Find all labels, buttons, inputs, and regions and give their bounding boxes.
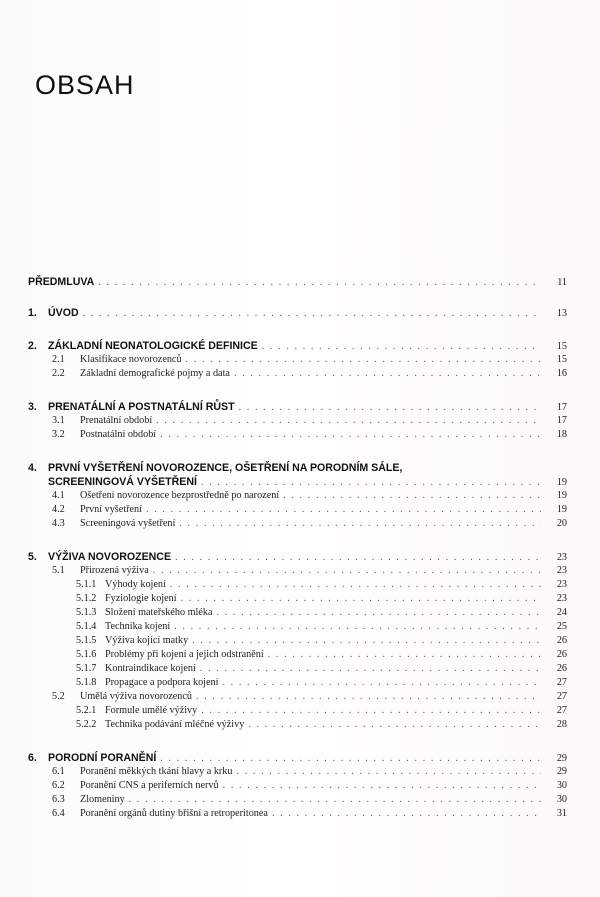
dot-leader	[146, 503, 541, 517]
toc-entry-title: PŘEDMLUVA	[28, 276, 95, 288]
toc-entry-title: Prenatální období	[80, 415, 153, 426]
section-gap	[28, 289, 567, 306]
dot-leader	[239, 401, 541, 415]
dot-leader	[262, 340, 541, 354]
toc-entry[interactable]	[28, 765, 567, 779]
toc-entry-title: Klasifikace novorozenců	[80, 354, 182, 365]
toc-entry[interactable]	[28, 634, 567, 648]
toc-entry[interactable]	[28, 662, 567, 676]
section-gap	[28, 381, 567, 400]
toc-entry-title: Zlomeniny	[80, 794, 125, 805]
dot-leader	[98, 276, 541, 290]
section-gap	[28, 732, 567, 751]
toc-entry-title: PORODNÍ PORANĚNÍ	[48, 752, 157, 764]
toc-entry-title: Základní demografické pojmy a data	[80, 368, 230, 379]
dot-leader	[156, 414, 541, 428]
section-gap	[28, 531, 567, 550]
toc-entry-page: 17	[556, 415, 567, 426]
dot-leader	[129, 793, 541, 807]
toc-entry-title: Poranění měkkých tkání hlavy a krku	[80, 766, 233, 777]
dot-leader	[217, 606, 541, 620]
toc-entry-title: Propagace a podpora kojení	[105, 677, 219, 688]
toc-entry-page: 25	[556, 621, 567, 632]
toc-entry[interactable]	[28, 751, 567, 765]
toc-entry-number: 6.2	[52, 780, 65, 791]
toc-entry-title: PRVNÍ VYŠETŘENÍ NOVOROZENCE, OŠETŘENÍ NA PORODNÍM SÁLE,	[48, 462, 403, 474]
dot-leader	[283, 489, 541, 503]
dot-leader	[201, 476, 541, 490]
toc-entry-page: 29	[556, 766, 567, 777]
toc-entry-number: 5.1.7	[76, 663, 97, 674]
dot-leader	[153, 564, 541, 578]
toc-entry-page: 19	[556, 504, 567, 515]
toc-entry-page: 26	[556, 663, 567, 674]
toc-entry-page: 16	[556, 368, 567, 379]
toc-entry-page: 23	[556, 593, 567, 604]
dot-leader	[179, 517, 541, 531]
toc-entry-page: 23	[556, 552, 567, 563]
toc-entry-page: 19	[556, 490, 567, 501]
toc-entry-page: 19	[556, 477, 567, 488]
toc-entry-number: 3.1	[52, 415, 65, 426]
dot-leader	[175, 551, 541, 565]
toc-entry-title: První vyšetření	[80, 504, 142, 515]
toc-entry-title: ZÁKLADNÍ NEONATOLOGICKÉ DEFINICE	[48, 340, 258, 352]
toc-entry[interactable]	[28, 353, 567, 367]
toc-entry[interactable]	[28, 704, 567, 718]
toc-entry[interactable]	[28, 489, 567, 503]
toc-entry-number: 2.2	[52, 368, 65, 379]
toc-entry-title: Fyziologie kojení	[105, 593, 177, 604]
toc-entry-page: 27	[556, 691, 567, 702]
dot-leader	[83, 307, 541, 321]
toc-entry-number: 2.	[28, 340, 37, 352]
toc-entry-title: Technika podávání mléčné výživy	[105, 719, 245, 730]
toc-entry[interactable]	[28, 503, 567, 517]
toc-entry-number: 1.	[28, 307, 37, 319]
toc-entry-number: 6.	[28, 752, 37, 764]
toc-entry-title: Složení mateřského mléka	[105, 607, 213, 618]
toc-entry-page: 17	[556, 402, 567, 413]
toc-entry-number: 5.1.8	[76, 677, 97, 688]
toc-entry-page: 27	[556, 677, 567, 688]
toc-entry-title: Problémy při kojení a jejich odstranění	[105, 649, 264, 660]
toc-entry-title: Screeningová vyšetření	[80, 518, 176, 529]
toc-entry[interactable]	[28, 807, 567, 821]
toc-entry-title: SCREENINGOVÁ VYŠETŘENÍ	[48, 476, 197, 488]
toc-entry[interactable]	[28, 606, 567, 620]
toc-entry[interactable]	[28, 690, 567, 704]
toc-entry-number: 5.1.5	[76, 635, 97, 646]
toc-entry-title: Výživa kojící matky	[105, 635, 189, 646]
toc-entry-number: 5.2.2	[76, 719, 97, 730]
dot-leader	[170, 578, 541, 592]
toc-entry-title: Výhody kojení	[105, 579, 166, 590]
toc-entry[interactable]	[28, 648, 567, 662]
toc-entry[interactable]	[28, 779, 567, 793]
toc-entry-title: Poranění CNS a periferních nervů	[80, 780, 219, 791]
toc-entry[interactable]	[28, 339, 567, 353]
toc-entry-page: 20	[556, 518, 567, 529]
dot-leader	[160, 752, 541, 766]
toc-entry-number: 3.2	[52, 429, 65, 440]
toc-entry-page: 15	[556, 354, 567, 365]
toc-entry-number: 4.1	[52, 490, 65, 501]
toc-entry-title: Ošetření novorozence bezprostředně po narození	[80, 490, 280, 501]
dot-leader	[181, 592, 541, 606]
toc-entry[interactable]	[28, 475, 567, 489]
toc-entry[interactable]	[28, 306, 567, 320]
toc-entry-number: 4.	[28, 462, 37, 474]
toc-entry-number: 4.3	[52, 518, 65, 529]
dot-leader	[234, 367, 541, 381]
toc-entry[interactable]	[28, 517, 567, 531]
dot-leader	[192, 634, 541, 648]
toc-entry-page: 13	[556, 308, 567, 319]
toc-entry-page: 15	[556, 341, 567, 352]
toc-entry-title: Přirozená výživa	[80, 565, 149, 576]
toc-entry[interactable]	[28, 592, 567, 606]
toc-entry-title: Kontraindikace kojení	[105, 663, 196, 674]
toc-entry-page: 29	[556, 753, 567, 764]
toc-entry-page: 28	[556, 719, 567, 730]
toc-entry[interactable]	[28, 564, 567, 578]
toc-entry-page: 30	[556, 780, 567, 791]
toc-entry[interactable]	[28, 367, 567, 381]
toc-entry-number: 6.4	[52, 808, 65, 819]
toc-entry-page: 23	[556, 565, 567, 576]
toc-entry-page: 23	[556, 579, 567, 590]
toc-entry-title: Formule umělé výživy	[105, 705, 198, 716]
toc-entry-title: VÝŽIVA NOVOROZENCE	[48, 551, 172, 563]
toc-entry[interactable]	[28, 428, 567, 442]
toc-entry-number: 5.2.1	[76, 705, 97, 716]
toc-entry-title: Technika kojení	[105, 621, 171, 632]
toc-entry-page: 11	[557, 277, 567, 288]
toc-entry-number: 5.2	[52, 691, 65, 702]
toc-entry[interactable]	[28, 718, 567, 732]
toc-entry[interactable]	[28, 620, 567, 634]
toc-entry-page: 26	[556, 635, 567, 646]
toc-entry[interactable]	[28, 461, 567, 475]
section-gap	[28, 442, 567, 461]
dot-leader	[222, 676, 541, 690]
page-title: OBSAH	[35, 70, 135, 101]
dot-leader	[248, 718, 541, 732]
toc-entry[interactable]	[28, 550, 567, 564]
toc-entry[interactable]	[28, 578, 567, 592]
toc-entry[interactable]	[28, 793, 567, 807]
toc-entry-number: 5.1.1	[76, 579, 97, 590]
toc-entry-page: 18	[556, 429, 567, 440]
toc-entry-number: 2.1	[52, 354, 65, 365]
toc-entry-number: 4.2	[52, 504, 65, 515]
toc-entry[interactable]	[28, 400, 567, 414]
toc-entry-number: 6.1	[52, 766, 65, 777]
dot-leader	[200, 662, 541, 676]
dot-leader	[186, 353, 541, 367]
toc-entry-number: 5.1.6	[76, 649, 97, 660]
toc-entry-title: ÚVOD	[48, 307, 79, 319]
dot-leader	[160, 428, 541, 442]
toc-entry-number: 3.	[28, 401, 37, 413]
section-gap	[28, 320, 567, 339]
toc-entry-page: 26	[556, 649, 567, 660]
dot-leader	[201, 704, 541, 718]
toc-entry-page: 30	[556, 794, 567, 805]
dot-leader	[268, 648, 541, 662]
toc-entry[interactable]	[28, 275, 567, 289]
toc-entry-number: 5.	[28, 551, 37, 563]
toc-entry-title: Poranění orgánů dutiny břišní a retroperitonea	[80, 808, 268, 819]
dot-leader	[223, 779, 541, 793]
toc-entry-number: 5.1.4	[76, 621, 97, 632]
dot-leader	[196, 690, 541, 704]
toc-entry-number: 5.1	[52, 565, 65, 576]
toc-entry-page: 27	[556, 705, 567, 716]
toc-entry[interactable]	[28, 414, 567, 428]
toc-entry-number: 5.1.3	[76, 607, 97, 618]
dot-leader	[272, 807, 541, 821]
toc-entry[interactable]	[28, 676, 567, 690]
dot-leader	[237, 765, 542, 779]
toc-entry-title: Postnatální období	[80, 429, 157, 440]
toc-entry-number: 6.3	[52, 794, 65, 805]
toc-entry-page: 31	[556, 808, 567, 819]
toc-entry-title: PRENATÁLNÍ A POSTNATÁLNÍ RŮST	[48, 401, 235, 413]
table-of-contents	[28, 275, 567, 821]
dot-leader	[174, 620, 541, 634]
toc-entry-number: 5.1.2	[76, 593, 97, 604]
toc-entry-page: 24	[556, 607, 567, 618]
toc-entry-title: Umělá výživa novorozenců	[80, 691, 193, 702]
